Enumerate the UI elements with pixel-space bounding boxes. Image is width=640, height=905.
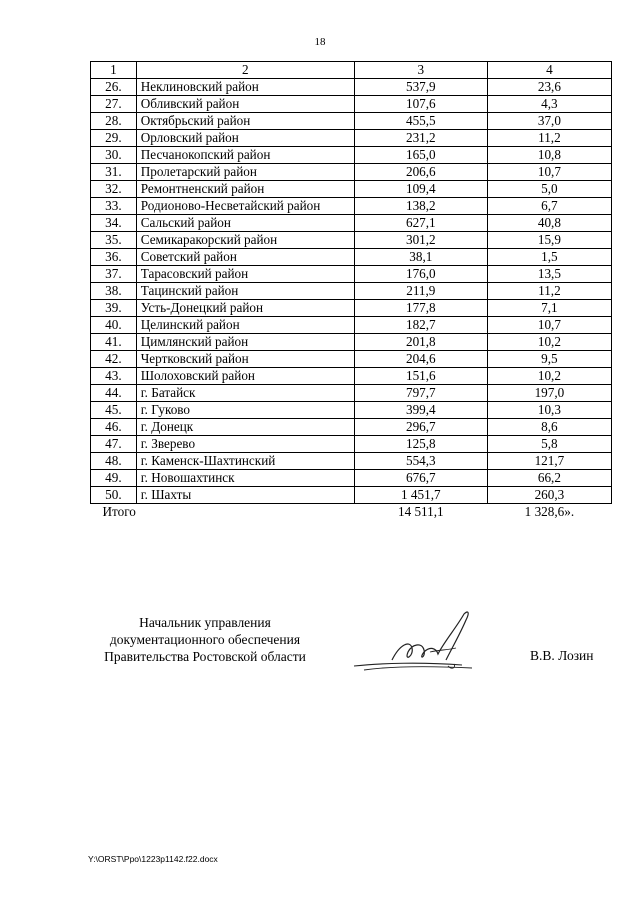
total-label: Итого [102,504,136,519]
table-cell: Пролетарский район [136,164,354,181]
table-cell: 109,4 [354,181,487,198]
signatory-title [85,614,325,665]
handwritten-signature [352,608,502,678]
table-cell: 138,2 [354,198,487,215]
table-cell: 34. [91,215,137,232]
table-row [91,232,612,249]
table-row [91,385,612,402]
table-row [91,334,612,351]
table-cell: 121,7 [487,453,611,470]
table-cell: 15,9 [487,232,611,249]
table-cell: 5,8 [487,436,611,453]
table-row [91,487,612,504]
table-cell: 10,2 [487,334,611,351]
table-row [91,164,612,181]
table-cell: 66,2 [487,470,611,487]
table-row [91,300,612,317]
table-cell: 151,6 [354,368,487,385]
table-cell: 537,9 [354,79,487,96]
table-cell: 5,0 [487,181,611,198]
table-cell: 11,2 [487,283,611,300]
signatory-name: В.В. Лозин [530,648,594,663]
table-cell: Шолоховский район [136,368,354,385]
table-cell: Обливский район [136,96,354,113]
table-cell: 38. [91,283,137,300]
data-table [90,61,612,520]
file-path: Y:\ORST\Ppo\1223p1142.f22.docx [88,854,218,864]
table-cell: Родионово-Несветайский район [136,198,354,215]
table-cell: Орловский район [136,130,354,147]
table-cell: 6,7 [487,198,611,215]
table-cell: 37,0 [487,113,611,130]
table-cell: г. Гуково [136,402,354,419]
table-cell: 182,7 [354,317,487,334]
table-cell: 9,5 [487,351,611,368]
table-cell: 260,3 [487,487,611,504]
table-cell: г. Каменск-Шахтинский [136,453,354,470]
table-cell: Ремонтненский район [136,181,354,198]
table-cell: 26. [91,79,137,96]
table-cell: 554,3 [354,453,487,470]
table-cell: 13,5 [487,266,611,283]
table-cell: 42. [91,351,137,368]
table-cell: 10,8 [487,147,611,164]
table-row [91,351,612,368]
table-cell: 177,8 [354,300,487,317]
table-cell: 8,6 [487,419,611,436]
table-row [91,147,612,164]
table-cell: 301,2 [354,232,487,249]
table-cell: 10,7 [487,164,611,181]
table-cell: 29. [91,130,137,147]
table-cell: 4,3 [487,96,611,113]
signatory-title-line: документационного обеспечения [109,632,301,647]
page-number: 18 [314,36,326,48]
table-cell: 44. [91,385,137,402]
table-cell: Советский район [136,249,354,266]
table-row [91,113,612,130]
table-cell: Усть-Донецкий район [136,300,354,317]
table-cell: 40,8 [487,215,611,232]
table-cell: 204,6 [354,351,487,368]
table-cell: 40. [91,317,137,334]
table-header-row [91,62,612,79]
table-cell: 1 451,7 [354,487,487,504]
table-cell: Сальский район [136,215,354,232]
table-cell: 43. [91,368,137,385]
table-cell: 46. [91,419,137,436]
table-cell: 31. [91,164,137,181]
table-row [91,181,612,198]
signatory-title-line: Правительства Ростовской области [104,649,306,664]
signatory-title-line: Начальник управления [139,615,271,630]
table-cell: 165,0 [354,147,487,164]
table-row [91,368,612,385]
table-cell: 797,7 [354,385,487,402]
table-cell: Чертковский район [136,351,354,368]
table-cell: 47. [91,436,137,453]
table-cell: Неклиновский район [136,79,354,96]
table-cell: Целинский район [136,317,354,334]
table-row [91,79,612,96]
total-row [91,504,612,521]
table-cell: 201,8 [354,334,487,351]
column-header: 3 [354,62,487,79]
table-cell: 7,1 [487,300,611,317]
table-cell: 176,0 [354,266,487,283]
table-cell: 296,7 [354,419,487,436]
table-cell: 27. [91,96,137,113]
table-row [91,198,612,215]
total-col4: 1 328,6». [487,504,611,521]
table-row [91,419,612,436]
table-cell: г. Шахты [136,487,354,504]
table-cell: г. Донецк [136,419,354,436]
table-cell: Семикаракорский район [136,232,354,249]
table-cell: 211,9 [354,283,487,300]
table-cell: 36. [91,249,137,266]
table-cell: 197,0 [487,385,611,402]
table-cell: 10,7 [487,317,611,334]
table-cell: г. Новошахтинск [136,470,354,487]
table-row [91,130,612,147]
table-row [91,317,612,334]
table-cell: 30. [91,147,137,164]
table-cell: 50. [91,487,137,504]
total-col3: 14 511,1 [354,504,487,521]
table-cell: 41. [91,334,137,351]
table-row [91,470,612,487]
table-cell: 37. [91,266,137,283]
table-cell: 627,1 [354,215,487,232]
table-cell: 11,2 [487,130,611,147]
table-row [91,402,612,419]
table-cell: 206,6 [354,164,487,181]
table-cell: 10,3 [487,402,611,419]
table-cell: 28. [91,113,137,130]
table-cell: 231,2 [354,130,487,147]
table-cell: 38,1 [354,249,487,266]
table-cell: 39. [91,300,137,317]
table-row [91,266,612,283]
table-row [91,283,612,300]
table-cell: Цимлянский район [136,334,354,351]
table-cell: 32. [91,181,137,198]
table-cell: 455,5 [354,113,487,130]
table-cell: Песчанокопский район [136,147,354,164]
column-header: 2 [136,62,354,79]
table-cell: 49. [91,470,137,487]
table-row [91,453,612,470]
table-cell: 23,6 [487,79,611,96]
table-cell: 10,2 [487,368,611,385]
table-cell: 35. [91,232,137,249]
table-cell: 399,4 [354,402,487,419]
column-header: 4 [487,62,611,79]
table-cell: г. Батайск [136,385,354,402]
table-cell: 1,5 [487,249,611,266]
table-cell: 676,7 [354,470,487,487]
table-cell: 107,6 [354,96,487,113]
table-row [91,215,612,232]
table-cell: 45. [91,402,137,419]
table-cell: 33. [91,198,137,215]
table-row [91,96,612,113]
column-header: 1 [91,62,137,79]
table-cell: Октябрьский район [136,113,354,130]
table-cell: Тарасовский район [136,266,354,283]
table-cell: г. Зверево [136,436,354,453]
table-row [91,249,612,266]
table-cell: 48. [91,453,137,470]
table-row [91,436,612,453]
table-cell: 125,8 [354,436,487,453]
table-cell: Тацинский район [136,283,354,300]
